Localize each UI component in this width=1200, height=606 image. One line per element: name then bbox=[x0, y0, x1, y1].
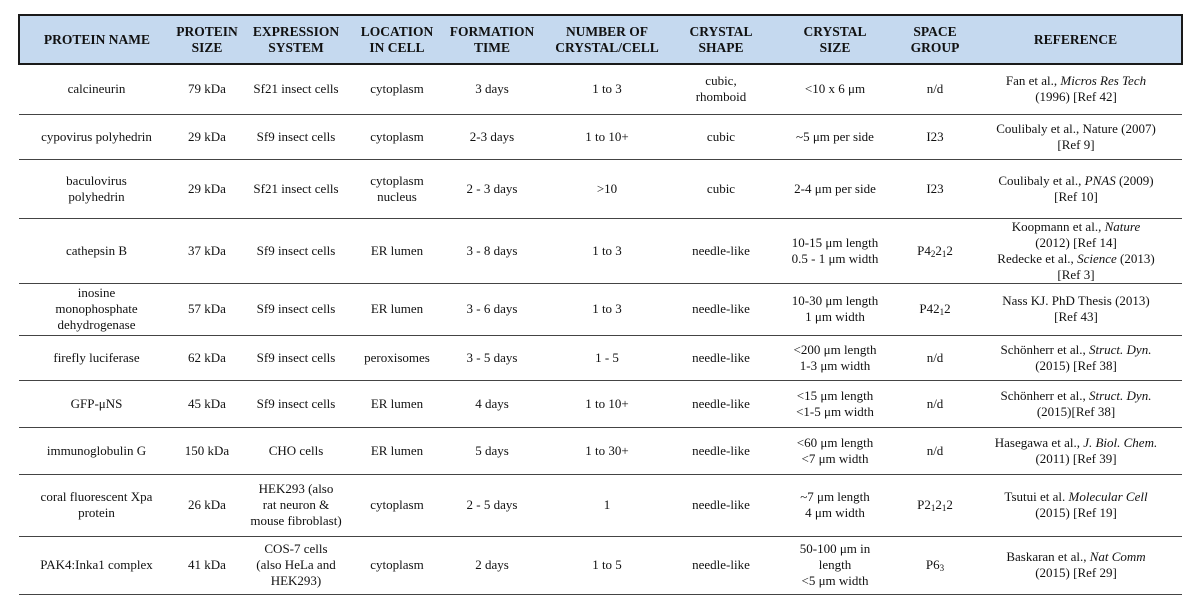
header-space-group bbox=[900, 15, 970, 64]
protein-name-cell bbox=[19, 159, 174, 218]
reference-line bbox=[973, 173, 1179, 189]
space-group-cell bbox=[900, 380, 970, 427]
cell-line: Sf9 insect cells bbox=[256, 349, 336, 365]
formation-time-cell: 3 - 6 days bbox=[442, 283, 542, 335]
reference-text: (2009) bbox=[1115, 172, 1154, 188]
space-group-symbol: P2 bbox=[917, 497, 931, 512]
expression-system-cell bbox=[240, 427, 352, 474]
reference-line bbox=[973, 388, 1179, 404]
reference-cell bbox=[970, 427, 1182, 474]
crystal-count-cell: 1 to 10+ bbox=[542, 380, 672, 427]
header-crystal-shape bbox=[672, 15, 770, 64]
location-cell bbox=[352, 283, 442, 335]
cell-line: length bbox=[818, 557, 852, 572]
reference-text: (2015) [Ref 29] bbox=[1035, 565, 1117, 580]
reference-line bbox=[973, 404, 1179, 420]
header-line: CRYSTAL/CELL bbox=[555, 39, 659, 55]
crystal-size-cell bbox=[770, 64, 900, 114]
crystal-count-cell: 1 to 10+ bbox=[542, 114, 672, 159]
header-line: REFERENCE bbox=[1033, 31, 1118, 47]
crystal-size-cell bbox=[770, 335, 900, 380]
cell-line: 0.5 - 1 μm width bbox=[791, 250, 879, 266]
crystal-size-cell bbox=[770, 427, 900, 474]
reference-line bbox=[973, 358, 1179, 374]
expression-system-cell bbox=[240, 474, 352, 536]
reference-line bbox=[973, 489, 1179, 505]
protein-size-cell: 45 kDa bbox=[174, 380, 240, 427]
cell-line: PAK4:Inka1 complex bbox=[40, 557, 153, 572]
cell-line: cubic bbox=[706, 180, 736, 196]
reference-text: Coulibaly et al., bbox=[998, 172, 1085, 188]
reference-journal: Science bbox=[1077, 250, 1117, 266]
cell-line: 2-4 μm per side bbox=[794, 180, 876, 196]
cell-line: Sf21 insect cells bbox=[253, 180, 339, 196]
protein-size-cell: 57 kDa bbox=[174, 283, 240, 335]
cell-line: ER lumen bbox=[370, 301, 424, 316]
reference-cell bbox=[970, 64, 1182, 114]
reference-line bbox=[973, 565, 1179, 581]
reference-text: [Ref 43] bbox=[1054, 309, 1098, 324]
expression-system-cell bbox=[240, 536, 352, 594]
cell-line: firefly luciferase bbox=[53, 349, 140, 365]
reference-journal: J. Biol. Chem. bbox=[1083, 434, 1158, 450]
space-group-subscript: 1 bbox=[930, 503, 936, 513]
reference-line bbox=[973, 219, 1179, 235]
reference-cell bbox=[970, 474, 1182, 536]
reference-text: Baskaran et al., bbox=[1006, 549, 1090, 564]
crystal-shape-cell bbox=[672, 218, 770, 283]
reference-text: Schönherr et al., bbox=[1000, 341, 1089, 357]
expression-system-cell bbox=[240, 64, 352, 114]
protein-size-cell: 150 kDa bbox=[174, 427, 240, 474]
reference-text: (2013) bbox=[1116, 250, 1155, 266]
table-row bbox=[19, 380, 1182, 427]
cell-line: needle-like bbox=[692, 395, 750, 411]
expression-system-cell bbox=[240, 380, 352, 427]
header-reference bbox=[970, 15, 1182, 64]
table-header bbox=[19, 15, 1182, 64]
table-row bbox=[19, 114, 1182, 159]
formation-time-cell: 3 - 5 days bbox=[442, 335, 542, 380]
cell-line: cubic, bbox=[705, 73, 737, 89]
protein-name-cell bbox=[19, 64, 174, 114]
cell-line: needle-like bbox=[692, 349, 750, 365]
header-row bbox=[19, 15, 1182, 64]
cell-line: ~5 μm per side bbox=[796, 128, 874, 144]
crystal-size-cell bbox=[770, 114, 900, 159]
reference-line bbox=[973, 137, 1179, 153]
reference-text: (2015) [Ref 38] bbox=[1035, 357, 1117, 373]
reference-journal: Struct. Dyn. bbox=[1088, 387, 1152, 403]
protein-size-cell: 26 kDa bbox=[174, 474, 240, 536]
protein-size-cell: 29 kDa bbox=[174, 114, 240, 159]
reference-line bbox=[973, 505, 1179, 521]
cell-line: cytoplasm bbox=[370, 172, 424, 188]
table-row bbox=[19, 474, 1182, 536]
cell-line: HEK293 (also bbox=[258, 481, 334, 496]
cell-line: Sf9 insect cells bbox=[256, 242, 336, 258]
header-line: SHAPE bbox=[698, 39, 744, 55]
cell-line: <200 μm length bbox=[793, 341, 877, 357]
space-group-cell bbox=[900, 159, 970, 218]
header-line: SIZE bbox=[819, 39, 851, 55]
table-row bbox=[19, 218, 1182, 283]
cell-line: cytoplasm bbox=[370, 557, 424, 572]
protein-name-cell bbox=[19, 283, 174, 335]
cell-line: 10-30 μm length bbox=[791, 293, 879, 308]
cell-line: immunoglobulin G bbox=[46, 442, 147, 458]
table-row bbox=[19, 159, 1182, 218]
reference-journal: Micros Res Tech bbox=[1060, 73, 1147, 89]
cell-line: cathepsin B bbox=[65, 242, 127, 258]
crystal-size-cell bbox=[770, 380, 900, 427]
cell-line: ER lumen bbox=[370, 242, 424, 258]
header-formation-time bbox=[442, 15, 542, 64]
header-line: PROTEIN NAME bbox=[43, 31, 151, 47]
space-group-subscript: 3 bbox=[939, 563, 945, 573]
reference-journal: Struct. Dyn. bbox=[1088, 341, 1152, 357]
reference-line bbox=[973, 73, 1179, 89]
crystal-count-cell: 1 - 5 bbox=[542, 335, 672, 380]
crystal-shape-cell bbox=[672, 427, 770, 474]
protein-name-cell bbox=[19, 335, 174, 380]
space-group-symbol: I23 bbox=[926, 180, 944, 196]
cell-line: <15 μm length bbox=[796, 387, 874, 403]
header-expression-system bbox=[240, 15, 352, 64]
header-line: CRYSTAL bbox=[689, 23, 753, 39]
cell-line: Sf9 insect cells bbox=[256, 395, 336, 411]
cell-line: Sf21 insect cells bbox=[253, 81, 339, 97]
crystal-size-cell bbox=[770, 283, 900, 335]
cell-line: peroxisomes bbox=[364, 349, 430, 365]
cell-line: ER lumen bbox=[370, 442, 424, 458]
space-group-symbol: n/d bbox=[926, 349, 944, 365]
space-group-subscript: 1 bbox=[941, 503, 947, 513]
reference-text: (2012) [Ref 14] bbox=[1035, 234, 1117, 250]
cell-line: protein bbox=[78, 505, 115, 520]
header-location-in-cell bbox=[352, 15, 442, 64]
cell-line: cytoplasm bbox=[370, 128, 424, 144]
crystal-shape-cell bbox=[672, 380, 770, 427]
cell-line: COS-7 cells bbox=[264, 541, 328, 556]
reference-cell bbox=[970, 335, 1182, 380]
reference-line bbox=[973, 189, 1179, 205]
location-cell bbox=[352, 218, 442, 283]
header-line: LOCATION bbox=[360, 23, 434, 39]
location-cell bbox=[352, 335, 442, 380]
crystal-size-cell bbox=[770, 474, 900, 536]
header-line: SYSTEM bbox=[268, 39, 324, 55]
reference-journal: Nature bbox=[1104, 218, 1141, 234]
reference-journal: PNAS bbox=[1084, 172, 1116, 188]
header-line: SPACE bbox=[913, 23, 957, 39]
reference-journal: Molecular Cell bbox=[1068, 489, 1148, 504]
crystal-shape-cell bbox=[672, 536, 770, 594]
crystal-count-cell: 1 to 3 bbox=[542, 283, 672, 335]
cell-line: HEK293) bbox=[270, 573, 322, 588]
cell-line: 4 μm width bbox=[805, 505, 865, 520]
cell-line: monophosphate bbox=[55, 301, 138, 316]
cell-line: 1 μm width bbox=[805, 309, 865, 324]
space-group-symbol: P4 bbox=[917, 242, 931, 258]
cell-line: <5 μm width bbox=[801, 573, 869, 588]
cell-line: baculovirus bbox=[66, 172, 127, 188]
space-group-part: 2 bbox=[935, 497, 942, 512]
header-line: CRYSTAL bbox=[803, 23, 867, 39]
table-row bbox=[19, 64, 1182, 114]
reference-text: [Ref 3] bbox=[1057, 266, 1095, 282]
expression-system-cell bbox=[240, 159, 352, 218]
formation-time-cell: 3 - 8 days bbox=[442, 218, 542, 283]
crystal-size-cell bbox=[770, 159, 900, 218]
formation-time-cell: 5 days bbox=[442, 427, 542, 474]
reference-line bbox=[973, 451, 1179, 467]
space-group-cell bbox=[900, 64, 970, 114]
header-protein-name bbox=[19, 15, 174, 64]
space-group-symbol: I23 bbox=[926, 128, 944, 144]
cell-line: <10 x 6 μm bbox=[804, 81, 866, 97]
location-cell bbox=[352, 427, 442, 474]
formation-time-cell: 4 days bbox=[442, 380, 542, 427]
cell-line: needle-like bbox=[692, 442, 750, 458]
reference-text: (2015) [Ref 19] bbox=[1035, 505, 1117, 520]
reference-text: Hasegawa et al., bbox=[994, 434, 1084, 450]
header-line: FORMATION bbox=[449, 23, 535, 39]
protein-size-cell: 79 kDa bbox=[174, 64, 240, 114]
crystal-shape-cell bbox=[672, 64, 770, 114]
cell-line: nucleus bbox=[377, 188, 417, 204]
space-group-part: 2 bbox=[935, 242, 942, 258]
space-group-part: 2 bbox=[946, 497, 953, 512]
cell-line: (also HeLa and bbox=[256, 557, 336, 572]
cell-line: ER lumen bbox=[370, 395, 424, 411]
reference-cell bbox=[970, 283, 1182, 335]
space-group-subscript: 1 bbox=[939, 307, 945, 317]
protein-size-cell: 41 kDa bbox=[174, 536, 240, 594]
crystal-size-cell bbox=[770, 218, 900, 283]
reference-text: Coulibaly et al., Nature (2007) bbox=[996, 120, 1156, 136]
reference-line bbox=[973, 309, 1179, 325]
cell-line: 1-3 μm width bbox=[799, 357, 871, 373]
header-line: IN CELL bbox=[369, 39, 425, 55]
reference-line bbox=[973, 267, 1179, 283]
protein-name-cell bbox=[19, 474, 174, 536]
protein-size-cell: 29 kDa bbox=[174, 159, 240, 218]
protein-crystal-table bbox=[18, 14, 1183, 595]
table-row bbox=[19, 427, 1182, 474]
space-group-symbol: n/d bbox=[926, 395, 944, 411]
table-body bbox=[19, 64, 1182, 594]
protein-name-cell bbox=[19, 427, 174, 474]
space-group-cell bbox=[900, 114, 970, 159]
cell-line: needle-like bbox=[692, 301, 750, 316]
cell-line: GFP-μNS bbox=[70, 395, 123, 411]
header-line: PROTEIN bbox=[176, 23, 238, 39]
reference-text: Schönherr et al., bbox=[1000, 387, 1089, 403]
reference-cell bbox=[970, 380, 1182, 427]
location-cell bbox=[352, 159, 442, 218]
header-line: TIME bbox=[473, 39, 510, 55]
formation-time-cell: 2-3 days bbox=[442, 114, 542, 159]
protein-size-cell: 37 kDa bbox=[174, 218, 240, 283]
header-line: GROUP bbox=[910, 39, 960, 55]
reference-text: Nass KJ. PhD Thesis (2013) bbox=[1002, 293, 1150, 308]
crystal-count-cell: >10 bbox=[542, 159, 672, 218]
reference-text: [Ref 10] bbox=[1054, 188, 1098, 204]
crystal-count-cell: 1 bbox=[542, 474, 672, 536]
header-crystal-size bbox=[770, 15, 900, 64]
reference-text: Koopmann et al., bbox=[1011, 218, 1105, 234]
reference-text: Tsutui et al. bbox=[1004, 489, 1069, 504]
space-group-symbol: P6 bbox=[925, 557, 940, 572]
protein-name-cell bbox=[19, 536, 174, 594]
cell-line: calcineurin bbox=[67, 81, 126, 97]
cell-line: <1-5 μm width bbox=[796, 403, 874, 419]
table-row bbox=[19, 536, 1182, 594]
reference-line bbox=[973, 235, 1179, 251]
protein-name-cell bbox=[19, 380, 174, 427]
space-group-subscript: 2 bbox=[930, 248, 936, 259]
cell-line: dehydrogenase bbox=[57, 317, 136, 332]
cell-line: cytoplasm bbox=[370, 497, 424, 512]
reference-cell bbox=[970, 536, 1182, 594]
cell-line: polyhedrin bbox=[68, 188, 125, 204]
cell-line: rhomboid bbox=[695, 89, 747, 105]
reference-cell bbox=[970, 159, 1182, 218]
location-cell bbox=[352, 64, 442, 114]
location-cell bbox=[352, 114, 442, 159]
cell-line: mouse fibroblast) bbox=[250, 513, 342, 528]
cell-line: rat neuron & bbox=[262, 497, 330, 512]
space-group-part: 2 bbox=[944, 301, 951, 316]
reference-cell bbox=[970, 114, 1182, 159]
location-cell bbox=[352, 536, 442, 594]
space-group-cell bbox=[900, 536, 970, 594]
table-row bbox=[19, 335, 1182, 380]
space-group-cell bbox=[900, 474, 970, 536]
reference-line bbox=[973, 121, 1179, 137]
location-cell bbox=[352, 474, 442, 536]
expression-system-cell bbox=[240, 218, 352, 283]
protein-name-cell bbox=[19, 114, 174, 159]
cell-line: 50-100 μm in bbox=[799, 541, 871, 556]
reference-line bbox=[973, 251, 1179, 267]
space-group-cell bbox=[900, 427, 970, 474]
reference-line bbox=[973, 549, 1179, 565]
space-group-symbol: n/d bbox=[926, 81, 944, 97]
formation-time-cell: 2 days bbox=[442, 536, 542, 594]
space-group-cell bbox=[900, 335, 970, 380]
header-line: NUMBER OF bbox=[565, 23, 649, 39]
crystal-shape-cell bbox=[672, 283, 770, 335]
expression-system-cell bbox=[240, 335, 352, 380]
cell-line: ~7 μm length bbox=[800, 489, 870, 504]
reference-cell bbox=[970, 218, 1182, 283]
cell-line: cubic bbox=[706, 128, 736, 144]
reference-text: Fan et al., bbox=[1005, 73, 1061, 89]
cell-line: needle-like bbox=[692, 557, 750, 572]
reference-line bbox=[973, 293, 1179, 309]
cell-line: cypovirus polyhedrin bbox=[41, 128, 152, 144]
space-group-symbol: n/d bbox=[926, 442, 944, 458]
crystal-shape-cell bbox=[672, 114, 770, 159]
formation-time-cell: 2 - 3 days bbox=[442, 159, 542, 218]
reference-text: (2011) [Ref 39] bbox=[1035, 450, 1117, 466]
reference-text: [Ref 9] bbox=[1057, 136, 1095, 152]
cell-line: inosine bbox=[77, 285, 116, 300]
expression-system-cell bbox=[240, 114, 352, 159]
crystal-shape-cell bbox=[672, 159, 770, 218]
header-line: SIZE bbox=[191, 39, 223, 55]
cell-line: cytoplasm bbox=[370, 81, 424, 97]
reference-text: (2015)[Ref 38] bbox=[1036, 403, 1116, 419]
formation-time-cell: 3 days bbox=[442, 64, 542, 114]
cell-line: CHO cells bbox=[268, 442, 324, 458]
space-group-part: 2 bbox=[946, 242, 953, 258]
cell-line: Sf9 insect cells bbox=[256, 301, 336, 316]
location-cell bbox=[352, 380, 442, 427]
expression-system-cell bbox=[240, 283, 352, 335]
header-protein-size bbox=[174, 15, 240, 64]
crystal-shape-cell bbox=[672, 335, 770, 380]
space-group-cell bbox=[900, 283, 970, 335]
cell-line: coral fluorescent Xpa bbox=[40, 489, 153, 504]
reference-text: (1996) [Ref 42] bbox=[1035, 89, 1117, 105]
cell-line: needle-like bbox=[692, 242, 750, 258]
crystal-count-cell: 1 to 5 bbox=[542, 536, 672, 594]
crystal-count-cell: 1 to 30+ bbox=[542, 427, 672, 474]
cell-line: needle-like bbox=[692, 497, 750, 512]
reference-journal: Nat Comm bbox=[1089, 549, 1146, 564]
reference-text: Redecke et al., bbox=[997, 250, 1078, 266]
header-crystal-count bbox=[542, 15, 672, 64]
crystal-count-cell: 1 to 3 bbox=[542, 218, 672, 283]
header-line: EXPRESSION bbox=[252, 23, 340, 39]
space-group-symbol: P42 bbox=[919, 301, 940, 316]
space-group-subscript: 1 bbox=[941, 248, 947, 259]
table-row bbox=[19, 283, 1182, 335]
cell-line: <60 μm length bbox=[796, 434, 874, 450]
space-group-cell bbox=[900, 218, 970, 283]
reference-line bbox=[973, 342, 1179, 358]
cell-line: <7 μm width bbox=[801, 450, 869, 466]
crystal-shape-cell bbox=[672, 474, 770, 536]
reference-line bbox=[973, 435, 1179, 451]
crystal-count-cell: 1 to 3 bbox=[542, 64, 672, 114]
protein-size-cell: 62 kDa bbox=[174, 335, 240, 380]
cell-line: Sf9 insect cells bbox=[256, 128, 336, 144]
crystal-size-cell bbox=[770, 536, 900, 594]
protein-name-cell bbox=[19, 218, 174, 283]
formation-time-cell: 2 - 5 days bbox=[442, 474, 542, 536]
cell-line: 10-15 μm length bbox=[791, 234, 879, 250]
reference-line bbox=[973, 89, 1179, 105]
